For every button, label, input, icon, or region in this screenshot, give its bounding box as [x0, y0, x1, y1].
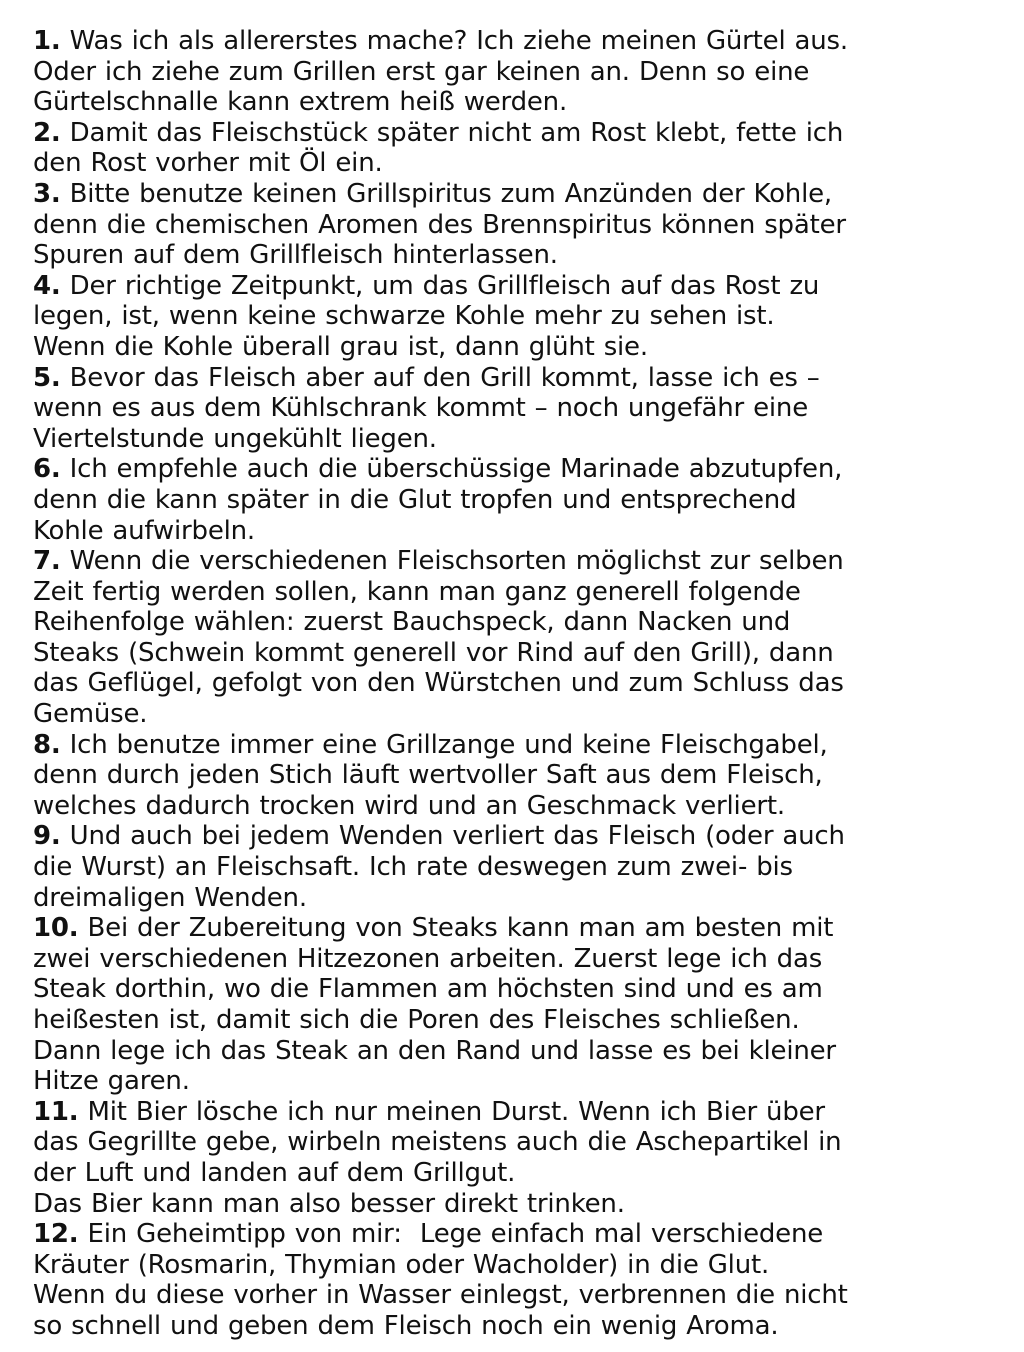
- tip-line: [33, 485, 1017, 516]
- tip-line: [33, 57, 1017, 88]
- tip-text: zwei verschiedenen Hitzezonen arbeiten. Zuerst lege ich das: [33, 943, 823, 974]
- tip-line: [33, 699, 1017, 730]
- tip-line: [33, 577, 1017, 608]
- grill-tip-10: [33, 913, 1017, 1097]
- tip-line: [33, 210, 1017, 241]
- tip-text: denn die kann später in die Glut tropfen und entsprechend: [33, 484, 797, 515]
- tip-line: [33, 1097, 1017, 1128]
- tip-text: Was ich als allererstes mache? Ich ziehe meinen Gürtel aus.: [60, 26, 848, 56]
- tip-text: Damit das Fleischstück später nicht am Rost klebt, fette ich: [60, 117, 844, 148]
- tip-text: Zeit fertig werden sollen, kann man ganz generell folgende: [33, 576, 801, 607]
- tip-text: Gürtelschnalle kann extrem heiß werden.: [33, 87, 568, 118]
- tip-line: [33, 26, 1017, 57]
- tip-text: welches dadurch trocken wird und an Geschmack verliert.: [33, 790, 785, 821]
- tip-number: 10.: [33, 913, 79, 944]
- tip-line: [33, 1311, 1017, 1342]
- tip-line: [33, 1158, 1017, 1189]
- grill-tips-document: [33, 26, 1017, 1342]
- tip-text: so schnell und geben dem Fleisch noch ein wenig Aroma.: [33, 1310, 779, 1341]
- grill-tip-4: [33, 271, 1017, 363]
- tip-line: [33, 424, 1017, 455]
- tip-line: [33, 1250, 1017, 1281]
- tip-text: Wenn die verschiedenen Fleischsorten möglichst zur selben: [60, 546, 844, 577]
- tip-number: 8.: [33, 729, 61, 760]
- tip-line: [33, 301, 1017, 332]
- tip-line: [33, 546, 1017, 577]
- tip-text: Bei der Zubereitung von Steaks kann man am besten mit: [78, 913, 834, 944]
- tip-line: [33, 271, 1017, 302]
- tip-number: 6.: [33, 454, 61, 485]
- tip-line: [33, 883, 1017, 914]
- grill-tip-1: [33, 26, 1017, 118]
- tip-line: [33, 1005, 1017, 1036]
- tip-line: [33, 821, 1017, 852]
- tip-text: Spuren auf dem Grillfleisch hinterlassen.: [33, 240, 558, 271]
- tip-line: [33, 638, 1017, 669]
- tip-number: 1.: [33, 26, 61, 56]
- tip-line: [33, 944, 1017, 975]
- grill-tip-6: [33, 454, 1017, 546]
- tip-line: [33, 1189, 1017, 1220]
- tip-text: Der richtige Zeitpunkt, um das Grillfleisch auf das Rost zu: [60, 270, 820, 301]
- tip-text: Mit Bier lösche ich nur meinen Durst. Wenn ich Bier über: [78, 1096, 825, 1127]
- tip-line: [33, 240, 1017, 271]
- tip-text: dreimaligen Wenden.: [33, 882, 307, 913]
- tip-text: Bevor das Fleisch aber auf den Grill kommt, lasse ich es –: [60, 362, 820, 393]
- tip-line: [33, 516, 1017, 547]
- tip-text: Steak dorthin, wo die Flammen am höchsten sind und es am: [33, 974, 823, 1005]
- tip-text: Viertelstunde ungekühlt liegen.: [33, 423, 437, 454]
- tip-line: [33, 760, 1017, 791]
- tip-line: [33, 974, 1017, 1005]
- tip-text: Bitte benutze keinen Grillspiritus zum Anzünden der Kohle,: [60, 178, 832, 209]
- tip-text: legen, ist, wenn keine schwarze Kohle mehr zu sehen ist.: [33, 301, 775, 332]
- tip-line: [33, 791, 1017, 822]
- grill-tip-2: [33, 118, 1017, 179]
- tip-line: [33, 118, 1017, 149]
- tip-text: die Wurst) an Fleischsaft. Ich rate deswegen zum zwei- bis: [33, 852, 793, 883]
- tip-text: denn die chemischen Aromen des Brennspiritus können später: [33, 209, 846, 240]
- tip-line: [33, 332, 1017, 363]
- tip-text: Ich empfehle auch die überschüssige Marinade abzutupfen,: [60, 454, 843, 485]
- tip-text: Das Bier kann man also besser direkt trinken.: [33, 1188, 625, 1219]
- tip-text: Gemüse.: [33, 699, 148, 730]
- tip-text: Reihenfolge wählen: zuerst Bauchspeck, dann Nacken und: [33, 607, 791, 638]
- grill-tip-7: [33, 546, 1017, 730]
- tip-line: [33, 668, 1017, 699]
- grill-tip-5: [33, 363, 1017, 455]
- tip-text: das Geflügel, gefolgt von den Würstchen und zum Schluss das: [33, 668, 844, 699]
- tip-text: Hitze garen.: [33, 1066, 190, 1097]
- tip-line: [33, 607, 1017, 638]
- grill-tip-3: [33, 179, 1017, 271]
- tip-line: [33, 1280, 1017, 1311]
- tip-line: [33, 852, 1017, 883]
- grill-tip-9: [33, 821, 1017, 913]
- tip-text: denn durch jeden Stich läuft wertvoller Saft aus dem Fleisch,: [33, 760, 823, 791]
- tip-line: [33, 87, 1017, 118]
- tip-number: 3.: [33, 178, 61, 209]
- tip-number: 11.: [33, 1096, 79, 1127]
- tip-line: [33, 1127, 1017, 1158]
- tip-line: [33, 179, 1017, 210]
- tip-text: Kohle aufwirbeln.: [33, 515, 255, 546]
- grill-tip-12: [33, 1219, 1017, 1341]
- tip-number: 4.: [33, 270, 61, 301]
- tip-line: [33, 454, 1017, 485]
- tip-text: Oder ich ziehe zum Grillen erst gar keinen an. Denn so eine: [33, 56, 810, 87]
- tip-text: Ich benutze immer eine Grillzange und keine Fleischgabel,: [60, 729, 828, 760]
- tip-line: [33, 393, 1017, 424]
- tip-line: [33, 1036, 1017, 1067]
- tip-line: [33, 1219, 1017, 1250]
- tip-line: [33, 1066, 1017, 1097]
- tip-line: [33, 148, 1017, 179]
- tip-text: Wenn du diese vorher in Wasser einlegst, verbrennen die nicht: [33, 1280, 848, 1311]
- tip-line: [33, 913, 1017, 944]
- grill-tip-11: [33, 1097, 1017, 1219]
- tip-text: Steaks (Schwein kommt generell vor Rind auf den Grill), dann: [33, 637, 834, 668]
- tip-text: Wenn die Kohle überall grau ist, dann glüht sie.: [33, 331, 648, 362]
- grill-tip-8: [33, 730, 1017, 822]
- tip-text: heißesten ist, damit sich die Poren des Fleisches schließen.: [33, 1005, 800, 1035]
- tip-text: den Rost vorher mit Öl ein.: [33, 148, 383, 179]
- tip-text: das Gegrillte gebe, wirbeln meistens auch die Aschepartikel in: [33, 1127, 842, 1158]
- tip-number: 7.: [33, 546, 61, 577]
- tip-text: Und auch bei jedem Wenden verliert das Fleisch (oder auch: [60, 821, 845, 852]
- tip-text: Dann lege ich das Steak an den Rand und lasse es bei kleiner: [33, 1035, 836, 1066]
- tip-number: 9.: [33, 821, 61, 852]
- tip-number: 12.: [33, 1219, 79, 1250]
- tip-number: 2.: [33, 117, 61, 148]
- tip-text: wenn es aus dem Kühlschrank kommt – noch ungefähr eine: [33, 393, 808, 424]
- tip-text: Kräuter (Rosmarin, Thymian oder Wacholder) in die Glut.: [33, 1249, 770, 1280]
- tip-line: [33, 730, 1017, 761]
- tip-text: Ein Geheimtipp von mir: Lege einfach mal verschiedene: [78, 1219, 824, 1250]
- tip-number: 5.: [33, 362, 61, 393]
- tip-text: der Luft und landen auf dem Grillgut.: [33, 1157, 516, 1188]
- tip-line: [33, 363, 1017, 394]
